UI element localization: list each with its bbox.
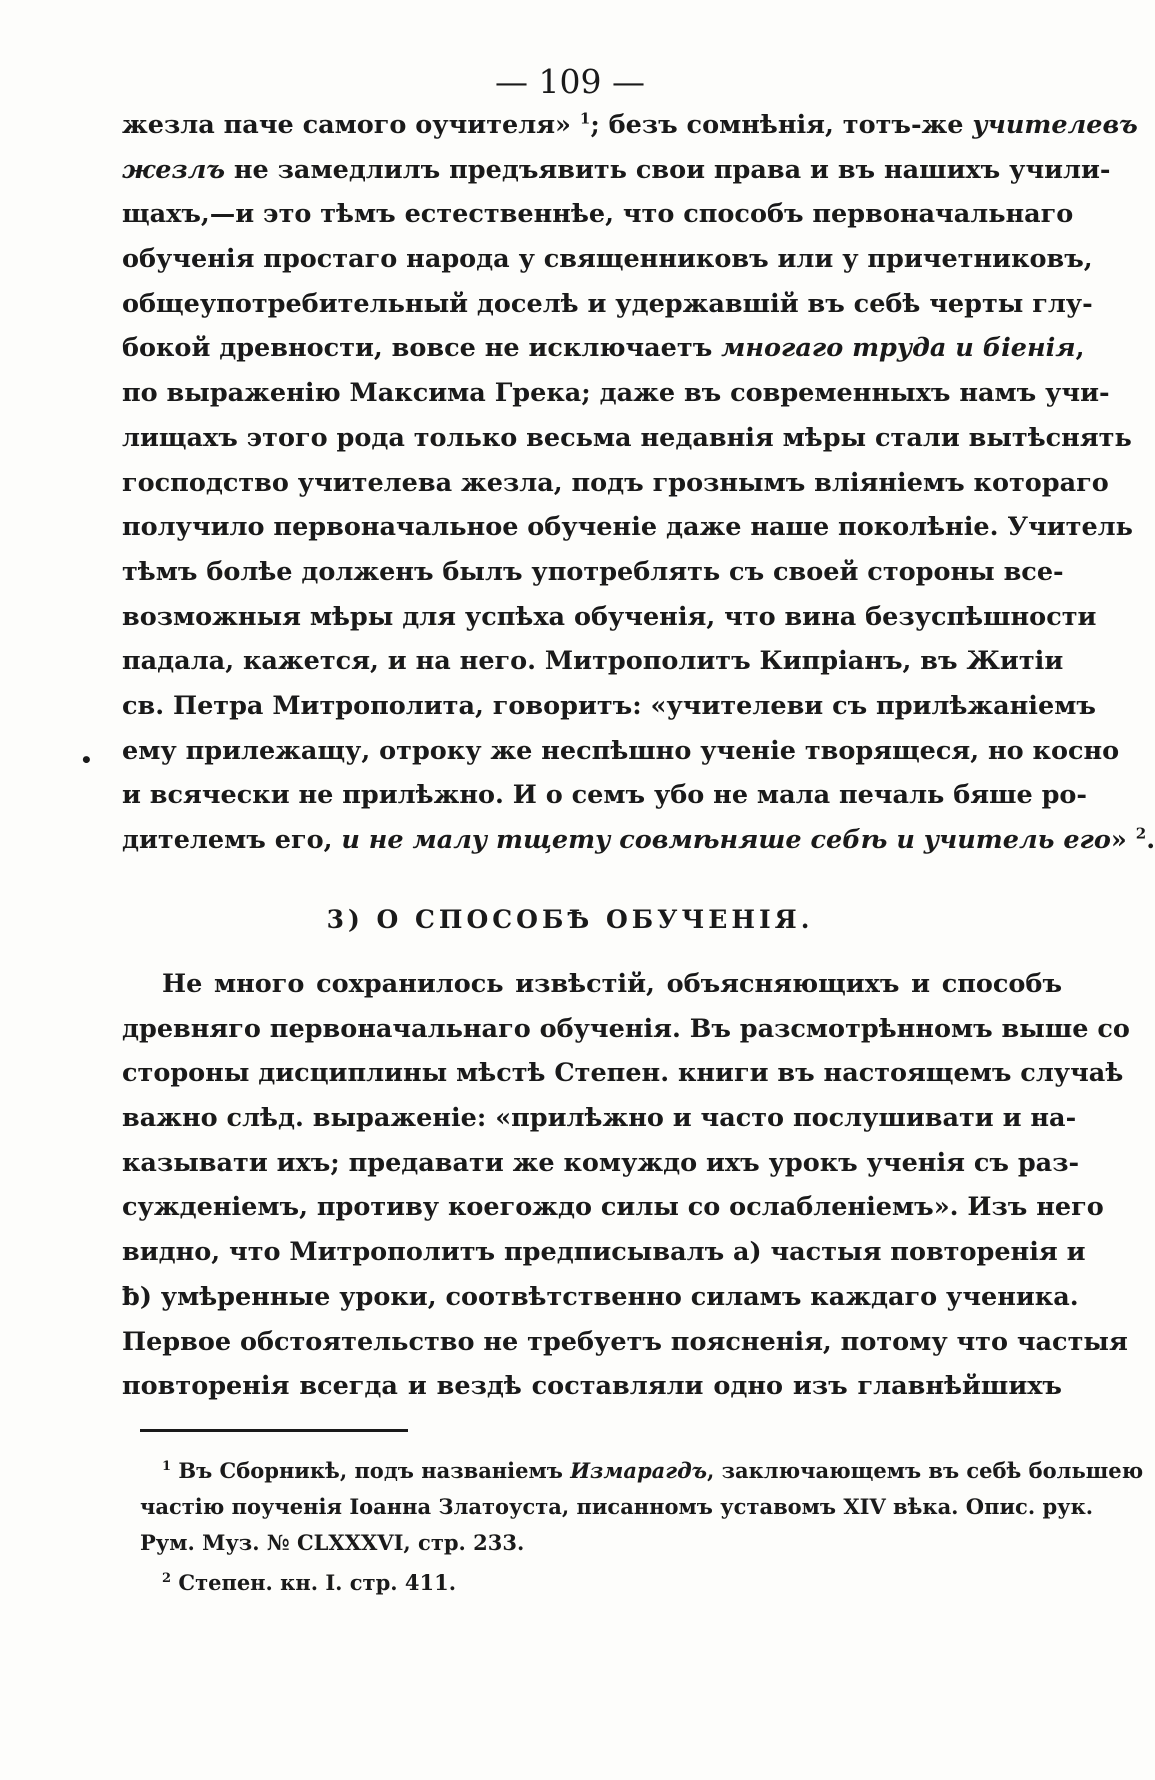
footnote-mark-1: 1	[162, 1459, 172, 1474]
text-line: стороны дисциплины мѣстѣ Степен. книги въ настоящемъ случаѣ	[122, 1058, 1124, 1089]
footnote-ref-1: 1	[579, 109, 591, 128]
text-line: по выраженію Максима Грека; даже въ современныхъ намъ учи-	[122, 378, 1110, 409]
text-line: древняго первоначальнаго обученія. Въ разсмотрѣнномъ выше со	[122, 1013, 1130, 1044]
paragraph-continuation	[122, 103, 1155, 863]
footnote-mark-2: 2	[162, 1571, 172, 1586]
footnote-2-line: $^2$ Степен. кн. I. стр. 411.	[162, 1570, 457, 1595]
text-line: ƀ) умѣренные уроки, соотвѣтственно силамъ каждаго ученика.	[122, 1281, 1079, 1312]
text-line: господство учителева жезла, подъ грознымъ вліяніемъ котораго	[122, 467, 1109, 498]
text-line: бокой древности, вовсе не исключаетъ многаго труда и біенія,	[122, 333, 1085, 364]
text-line: Первое обстоятельство не требуетъ поясненія, потому что частыя	[122, 1326, 1128, 1357]
text-line: казывати ихъ; предавати же комуждо ихъ урокъ ученія съ раз-	[122, 1147, 1080, 1178]
text-line: и всячески не прилѣжно. И о семъ убо не мала печаль бяше ро-	[122, 780, 1088, 811]
text-line: ему прилежащу, отроку же неспѣшно ученіе творящеся, но косно	[122, 735, 1120, 766]
text-line: сужденіемъ, противу коегождо силы со ослабленіемъ». Изъ него	[122, 1192, 1104, 1223]
text-line: тѣмъ болѣе долженъ былъ употреблять съ своей стороны все-	[122, 556, 1064, 587]
footnote-1-line: $^1$ Въ Сборникѣ, подъ названіемъ Измарагдъ, заключающемъ въ себѣ большею	[162, 1458, 1144, 1483]
text-line: жезла паче самого оучителя» $^1$; безъ сомнѣнія, тотъ-же учителевъ	[122, 109, 1138, 140]
text-line: дителемъ его, и не малу тщету совмѣняше себѣ и учитель его» $^2$.	[122, 824, 1155, 855]
text-line: св. Петра Митрополита, говоритъ: «учителеви съ прилѣжаніемъ	[122, 690, 1096, 721]
text-line: лищахъ этого рода только весьма недавнія мѣры стали вытѣснять	[122, 422, 1132, 453]
text-line: жезлъ не замедлилъ предъявить свои права и въ нашихъ учили-	[122, 154, 1111, 185]
text-line: обученія простаго народа у священниковъ или у причетниковъ,	[122, 244, 1093, 275]
paragraph-method	[122, 962, 1130, 1409]
footnote-ref-2: 2	[1135, 824, 1147, 843]
text-line: общеупотребительный доселѣ и удержавшій въ себѣ черты глу-	[122, 288, 1093, 319]
text-line: щахъ,—и это тѣмъ естественнѣе, что способъ первоначальнаго	[122, 199, 1074, 230]
section-heading: 3) О СПОСОБѢ ОБУЧЕНІЯ.	[326, 905, 814, 934]
text-line: повторенія всегда и вездѣ составляли одно изъ главнѣйшихъ	[122, 1371, 1062, 1402]
text-line: важно слѣд. выраженіе: «прилѣжно и часто послушивати и на-	[122, 1103, 1077, 1134]
text-line: Не много сохранилось извѣстій, объясняющихъ и способъ	[162, 969, 1062, 999]
footnote-1-line: Рум. Муз. № CLXXXVI, стр. 233.	[140, 1530, 525, 1555]
footnote-divider	[140, 1429, 408, 1432]
page-number: — 109 —	[495, 62, 645, 101]
footnote-1-line: частію поученія Іоанна Златоуста, писанномъ уставомъ XIV вѣка. Опис. рук.	[140, 1494, 1094, 1519]
text-line: получило первоначальное обученіе даже наше поколѣніе. Учитель	[122, 512, 1133, 543]
text-line: возможныя мѣры для успѣха обученія, что вина безуспѣшности	[122, 601, 1097, 632]
margin-mark: •	[80, 748, 93, 772]
text-line: видно, что Митрополитъ предписывалъ а) частыя повторенія и	[122, 1237, 1086, 1268]
footnotes	[140, 1453, 1144, 1601]
text-line: падала, кажется, и на него. Митрополитъ Кипріанъ, въ Житіи	[122, 646, 1064, 677]
